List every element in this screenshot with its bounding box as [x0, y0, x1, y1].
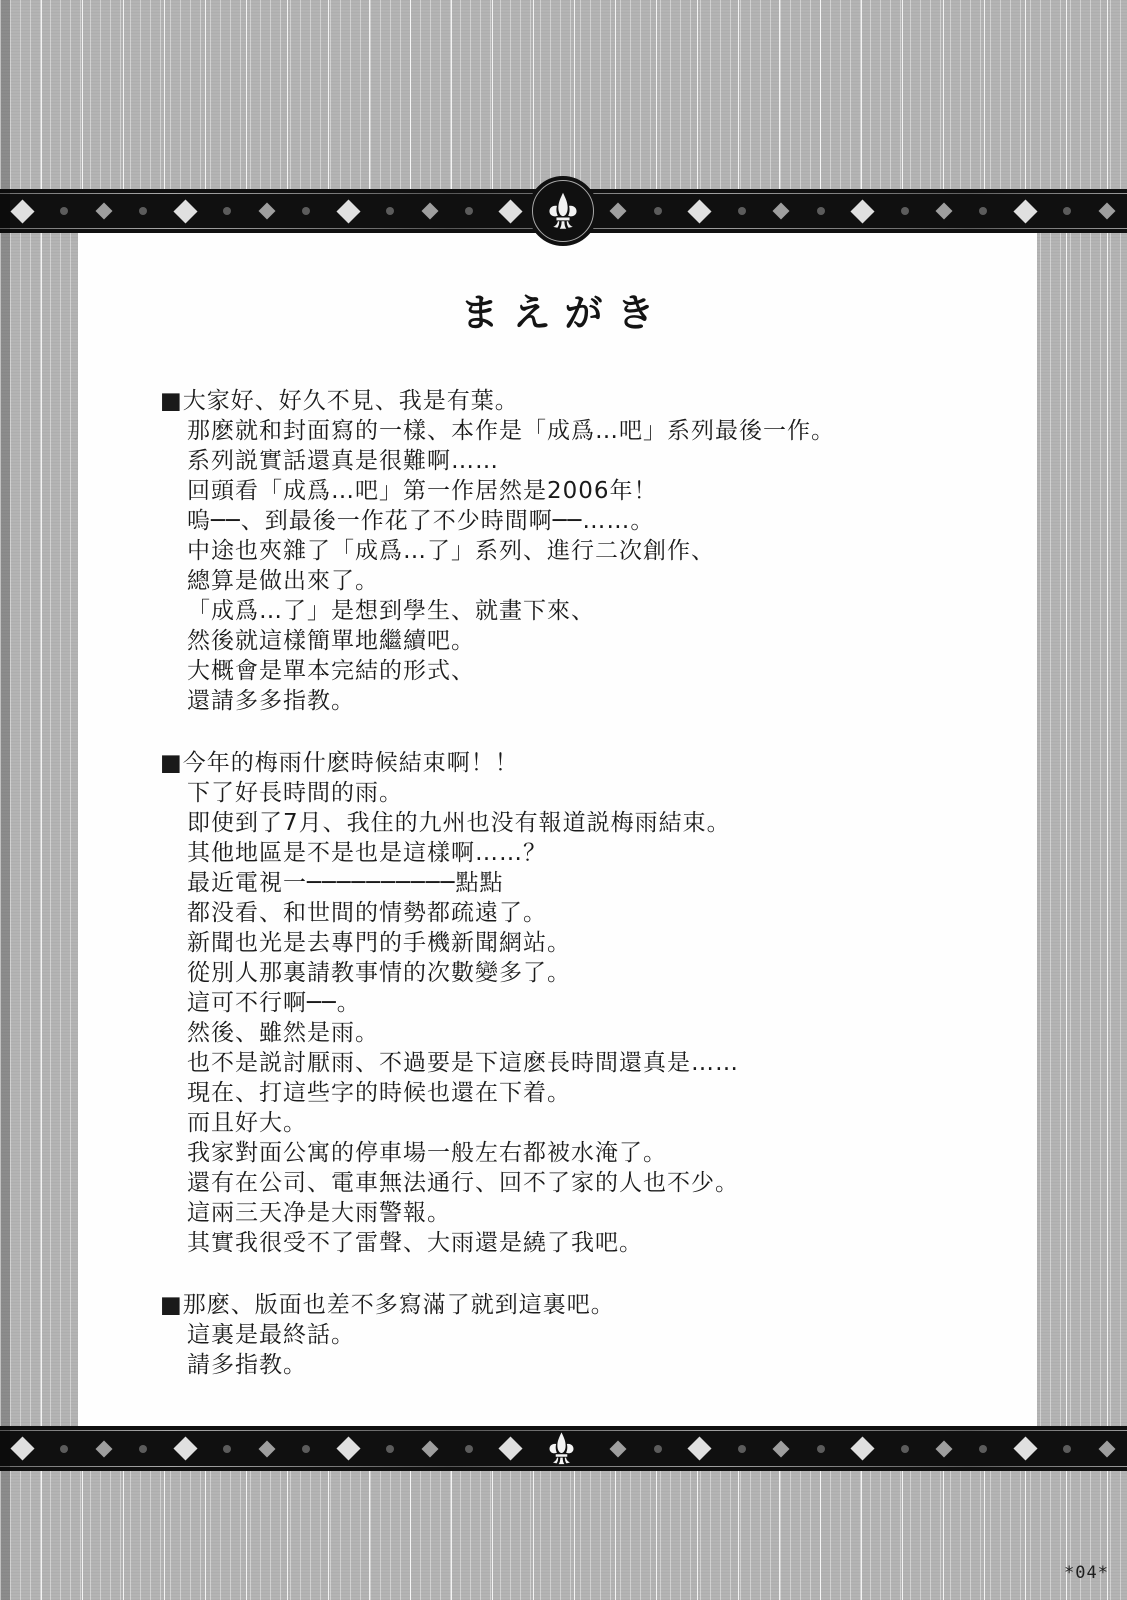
- text-line: 這裏是最終話。: [187, 1322, 355, 1348]
- diamond-ornament: [610, 203, 627, 220]
- text-line: 也不是説討厭雨、不過要是下這麽長時間還真是……: [187, 1050, 739, 1076]
- dot-ornament: [302, 1445, 310, 1453]
- diamond-ornament: [773, 203, 790, 220]
- dot-ornament: [901, 207, 909, 215]
- dot-ornament: [60, 207, 68, 215]
- diamond-ornament: [499, 1436, 523, 1460]
- dot-ornament: [302, 207, 310, 215]
- text-line: 下了好長時間的雨。: [187, 780, 403, 806]
- diamond-ornament: [1013, 199, 1037, 223]
- dot-ornament: [979, 207, 987, 215]
- diamond-ornament: [173, 199, 197, 223]
- dot-ornament: [223, 207, 231, 215]
- dot-ornament: [738, 207, 746, 215]
- text-line: 還有在公司、電車無法通行、回不了家的人也不少。: [187, 1170, 739, 1196]
- text-line: 然後就這樣簡單地繼續吧。: [187, 628, 475, 654]
- diamond-ornament: [1098, 203, 1115, 220]
- diamond-ornament: [10, 1436, 34, 1460]
- text-line: 即使到了7月、我住的九州也没有報道説梅雨結束。: [187, 810, 731, 836]
- text-line: 從別人那裏請教事情的次數變多了。: [187, 960, 571, 986]
- diamond-ornament: [421, 203, 438, 220]
- text-line: 這兩三天净是大雨警報。: [187, 1200, 451, 1226]
- page-number: *04*: [1064, 1563, 1109, 1583]
- diamond-ornament: [851, 199, 875, 223]
- text-line: ■今年的梅雨什麽時候結束啊！！: [160, 750, 519, 776]
- diamond-ornament: [258, 1440, 275, 1457]
- diamond-ornament: [935, 1440, 952, 1457]
- text-line: 請多指教。: [187, 1352, 307, 1378]
- text-line: ■那麽、版面也差不多寫滿了就到這裏吧。: [160, 1292, 615, 1318]
- diamond-ornament: [773, 1440, 790, 1457]
- diamond-ornament: [1098, 1440, 1115, 1457]
- dot-ornament: [60, 1445, 68, 1453]
- dot-ornament: [979, 1445, 987, 1453]
- dot-ornament: [386, 207, 394, 215]
- text-line: 回頭看「成爲…吧」第一作居然是2006年！: [187, 478, 658, 504]
- text-line: ■大家好、好久不見、我是有葉。: [160, 388, 519, 414]
- dot-ornament: [1063, 1445, 1071, 1453]
- dot-ornament: [386, 1445, 394, 1453]
- dot-ornament: [139, 207, 147, 215]
- dot-ornament: [817, 1445, 825, 1453]
- fleur-de-lis-icon: [548, 1432, 575, 1465]
- fleur-medallion: [528, 176, 598, 246]
- text-line: 還請多多指教。: [187, 688, 355, 714]
- diamond-ornament: [688, 199, 712, 223]
- diamond-ornament: [688, 1436, 712, 1460]
- paragraph-closing: [160, 1290, 1017, 1380]
- text-line: 現在、打這些字的時候也還在下着。: [187, 1080, 571, 1106]
- diamond-ornament: [95, 1440, 112, 1457]
- dot-ornament: [1063, 207, 1071, 215]
- dot-ornament: [738, 1445, 746, 1453]
- diamond-ornament: [10, 199, 34, 223]
- text-line: 大概會是單本完結的形式、: [187, 658, 475, 684]
- text-line: 新聞也光是去專門的手機新聞網站。: [187, 930, 571, 956]
- text-line: 這可不行啊──。: [187, 990, 361, 1016]
- page-title: まえがき: [460, 291, 669, 335]
- diamond-ornament: [336, 199, 360, 223]
- dot-ornament: [901, 1445, 909, 1453]
- text-line: 總算是做出來了。: [187, 568, 379, 594]
- text-line: 中途也夾雜了「成爲…了」系列、進行二次創作、: [187, 538, 715, 564]
- diamond-ornament: [610, 1440, 627, 1457]
- diamond-ornament: [851, 1436, 875, 1460]
- content-panel: [78, 228, 1037, 1429]
- dot-ornament: [465, 207, 473, 215]
- dot-ornament: [654, 207, 662, 215]
- diamond-ornament: [258, 203, 275, 220]
- dot-ornament: [817, 207, 825, 215]
- diamond-ornament: [173, 1436, 197, 1460]
- text-line: 其實我很受不了雷聲、大雨還是繞了我吧。: [187, 1230, 643, 1256]
- dot-ornament: [654, 1445, 662, 1453]
- text-line: 最近電視一──────────點點: [187, 870, 504, 896]
- text-line: 我家對面公寓的停車場一般左右都被水淹了。: [187, 1140, 667, 1166]
- dot-ornament: [139, 1445, 147, 1453]
- paragraph-greeting: [160, 386, 1017, 716]
- text-line: 嗚──、到最後一作花了不少時間啊──……。: [187, 508, 655, 534]
- paragraph-rainy-season: [160, 748, 1017, 1258]
- fleur-de-lis-icon: [549, 192, 577, 230]
- diamond-ornament: [95, 203, 112, 220]
- text-line: 「成爲…了」是想到學生、就畫下來、: [187, 598, 595, 624]
- dot-ornament: [223, 1445, 231, 1453]
- text-line: 然後、雖然是雨。: [187, 1020, 379, 1046]
- text-line: 其他地區是不是也是這樣啊……？: [187, 840, 547, 866]
- foreword-text: [160, 386, 1017, 1380]
- text-line: 那麽就和封面寫的一樣、本作是「成爲…吧」系列最後一作。: [187, 418, 835, 444]
- text-line: 系列説實話還真是很難啊……: [187, 448, 499, 474]
- text-line: 而且好大。: [187, 1110, 307, 1136]
- diamond-ornament: [1013, 1436, 1037, 1460]
- diamond-ornament: [421, 1440, 438, 1457]
- diamond-ornament: [499, 199, 523, 223]
- dot-ornament: [465, 1445, 473, 1453]
- diamond-ornament: [336, 1436, 360, 1460]
- diamond-ornament: [935, 203, 952, 220]
- text-line: 都没看、和世間的情勢都疏遠了。: [187, 900, 547, 926]
